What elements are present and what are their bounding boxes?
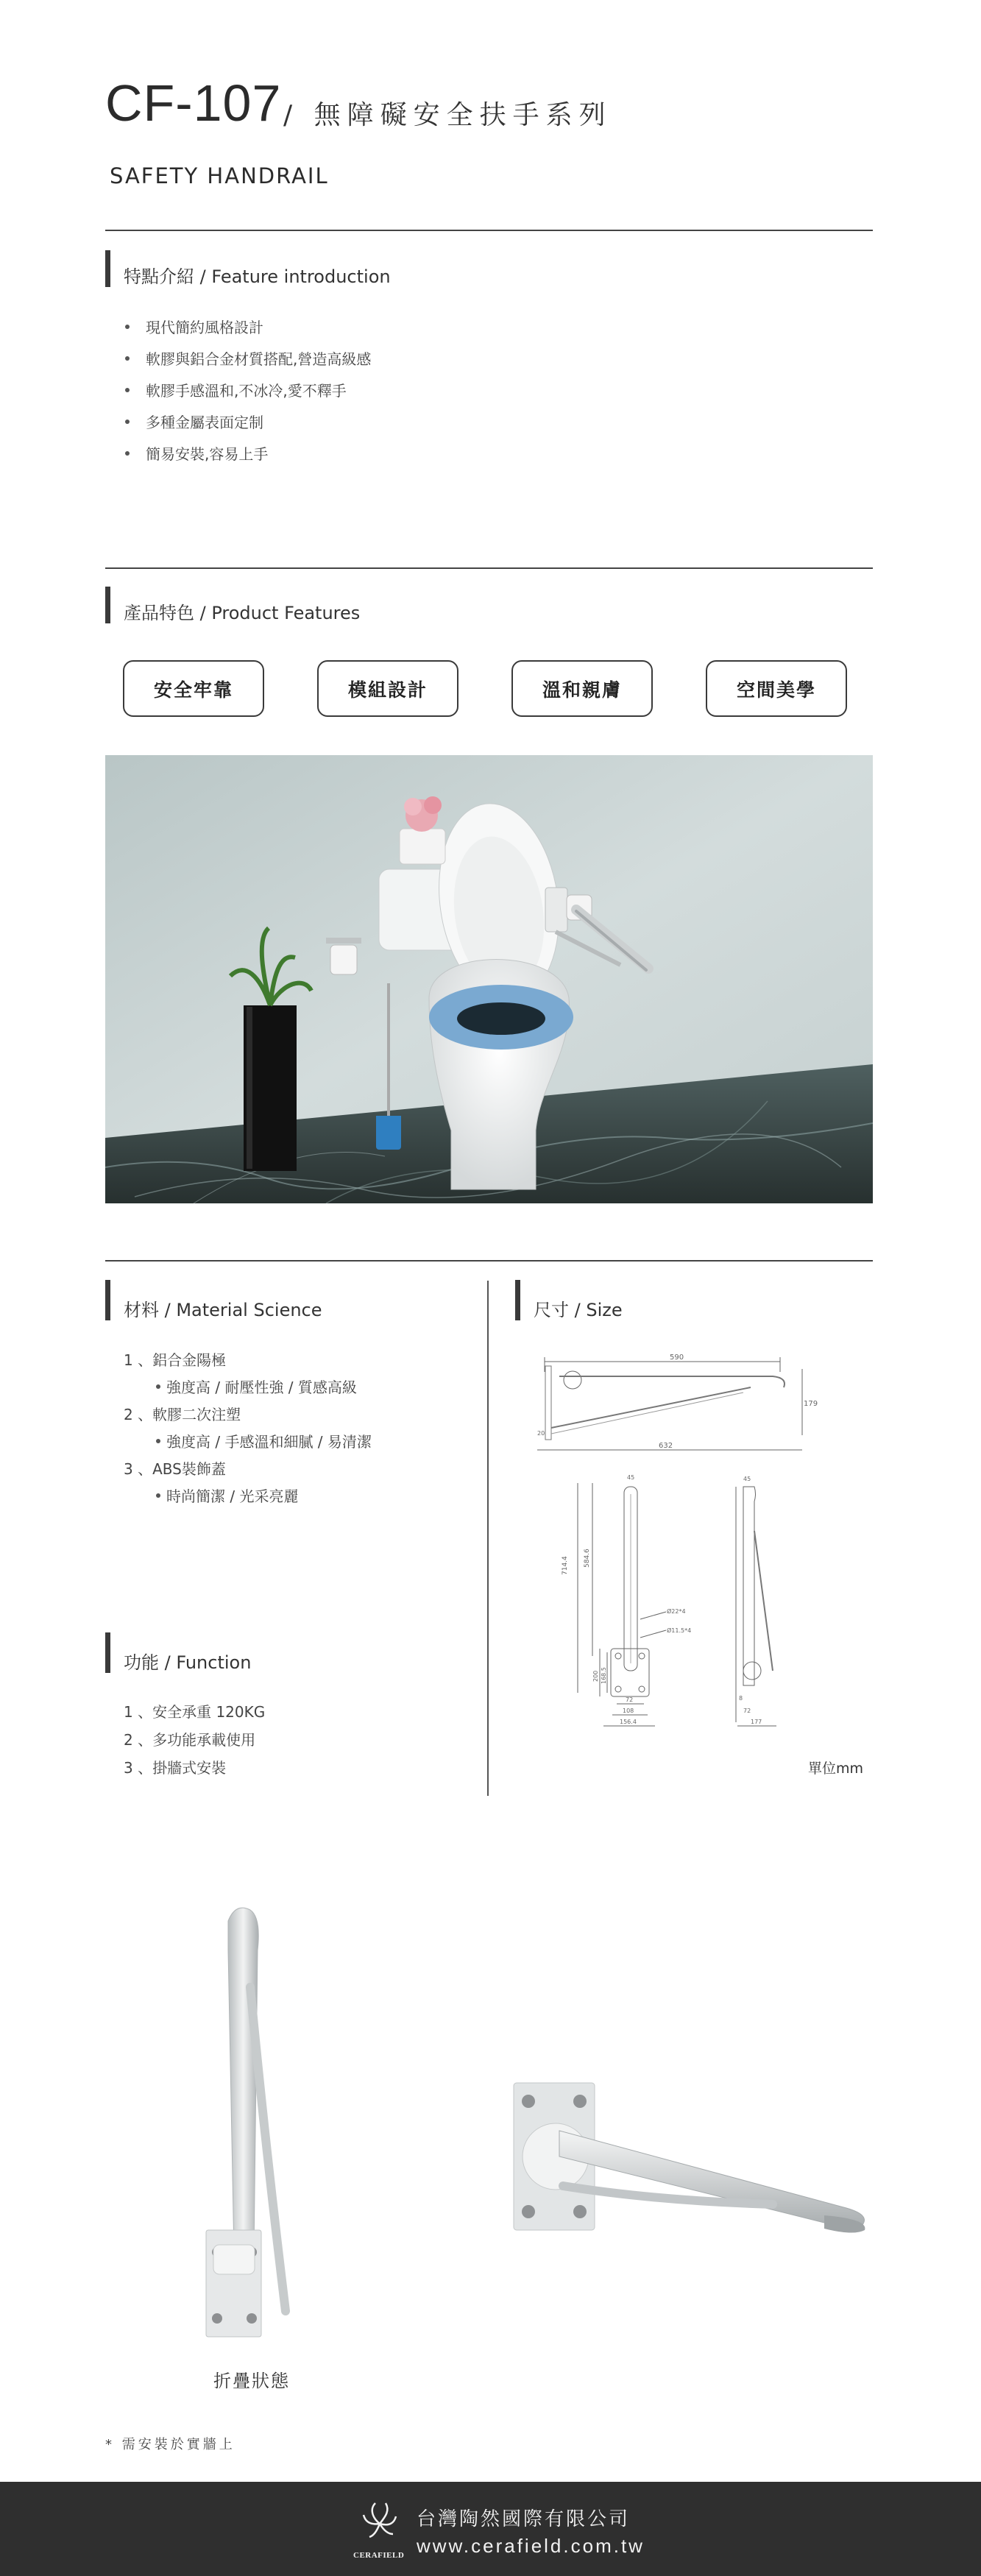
subtitle: SAFETY HANDRAIL [110,163,329,188]
cerafield-logo-icon [359,2499,400,2549]
list-item: 3 、ABS裝飾蓋 [124,1460,226,1478]
list-item: 時尚簡潔 / 光采亮麗 [124,1482,372,1509]
list-item: 3 、掛牆式安裝 [124,1758,227,1777]
section-bar [515,1280,520,1320]
model-number: CF-107 [105,74,282,132]
list-item: 強度高 / 耐壓性強 / 質感高級 [124,1373,372,1400]
section-bar [105,250,110,287]
divider [105,1260,873,1262]
dim-top-length: 590 [670,1354,684,1362]
list-item: 現代簡約風格設計 [125,311,371,342]
dim-s-base: 177 [751,1719,762,1725]
dim-s-a: 72 [743,1708,751,1714]
section-bar [105,1280,110,1320]
feature-pills [123,660,847,717]
footer-brand: CERAFIELD [353,2551,405,2560]
series-title: / 無障礙安全扶手系列 [283,100,612,130]
footer-company: 台灣陶然國際有限公司 [417,2508,631,2530]
list-item: 軟膠手感溫和,不冰冷,愛不釋手 [125,374,371,406]
list-item: 多種金屬表面定制 [125,406,371,437]
size-heading [515,1279,623,1321]
section-bar [105,1632,110,1673]
dim-plate-h2: 168.5 [601,1667,607,1684]
size-title: 尺寸 / Size [534,1300,623,1320]
divider [105,567,873,569]
dim-s-top: 45 [743,1476,751,1482]
product-features-title: 產品特色 / Product Features [124,603,361,623]
dim-v-total: 714.4 [562,1556,569,1575]
list-item: 1 、鋁合金陽極 [124,1351,227,1369]
footer-url[interactable]: www.cerafield.com.tw [417,2535,645,2557]
list-item: 1 、安全承重 120KG [124,1702,266,1721]
function-title: 功能 / Function [124,1652,252,1673]
dim-height: 179 [804,1400,818,1408]
pill-modular: 模組設計 [317,660,458,717]
install-note: * 需安裝於實牆上 [105,2437,235,2452]
list-item: 軟膠與鋁合金材質搭配,營造高級感 [125,342,371,374]
pill-aesthetic: 空間美學 [706,660,847,717]
list-item: 2 、軟膠二次注塑 [124,1406,241,1423]
feature-list [125,311,371,469]
dim-total-length: 632 [659,1442,673,1450]
function-heading [105,1632,251,1674]
material-heading [105,1279,322,1321]
pill-safe: 安全牢靠 [123,660,264,717]
dim-left-small: 20 [537,1430,545,1437]
folded-rail-image [191,1899,324,2358]
dim-plate-h: 200 [592,1670,599,1682]
pill-gentle: 溫和親膚 [511,660,653,717]
feature-intro-title: 特點介紹 / Feature introduction [124,266,391,287]
divider [105,230,873,231]
dim-w1: 72 [626,1696,634,1703]
dim-s-b: 8 [739,1695,743,1702]
bathroom-scene-image [105,755,873,1203]
material-list [124,1345,372,1509]
section-bar [105,587,110,623]
dim-hole2: Ø11.5*4 [667,1627,692,1634]
vertical-divider [487,1281,489,1796]
material-title: 材料 / Material Science [124,1300,322,1320]
list-item: 2 、多功能承載使用 [124,1730,256,1749]
open-rail-image [508,2076,876,2255]
list-item: 簡易安裝,容易上手 [125,437,371,469]
dim-w2: 108 [623,1708,634,1714]
dim-v-inner: 584.6 [584,1549,591,1568]
dim-hole1: Ø22*4 [667,1608,686,1615]
folded-state-label: 折疊狀態 [213,2371,290,2391]
feature-intro-heading [105,249,391,288]
product-features-heading [105,585,360,624]
list-item: 強度高 / 手感溫和細膩 / 易清潔 [124,1427,372,1454]
size-drawing [530,1347,876,1806]
dim-w3: 156.4 [620,1719,637,1725]
unit-label: 單位mm [808,1761,864,1777]
function-list [124,1696,265,1780]
dim-v-top: 45 [627,1474,635,1481]
